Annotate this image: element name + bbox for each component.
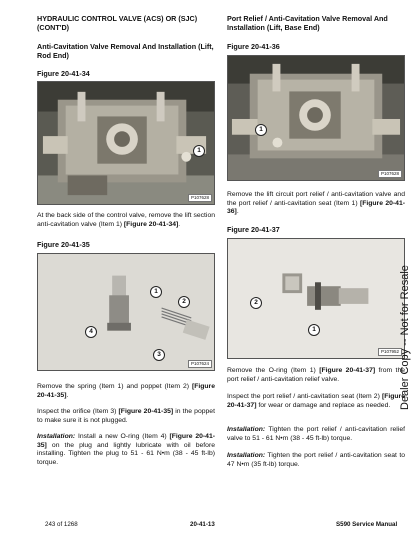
- right-paragraph-1: Remove the lift circuit port relief / anti-cavitation valve and the port relief / anti-cavitation seat (Item 1) [Figure 20-41-36].: [227, 191, 405, 216]
- right-paragraph-2: Remove the O-ring (Item 1) [Figure 20-41-37] from the port relief / anti-cavitation relief valve.: [227, 367, 405, 383]
- callout-1: 1: [193, 145, 205, 157]
- right-paragraph-5: Installation: Tighten the port relief / anti-cavitation seat to 47 N•m (35 ft-lb) torque.: [227, 452, 405, 468]
- photo-code: P107952: [378, 348, 402, 356]
- left-paragraph-2: Remove the spring (Item 1) and poppet (Item 2) [Figure 20-41-35].: [37, 383, 215, 399]
- figure-label-37: Figure 20-41-37: [227, 225, 280, 234]
- control-valve-image: [38, 82, 214, 204]
- callout-1: 1: [308, 324, 320, 336]
- callout-4: 4: [85, 326, 97, 338]
- right-paragraph-4: Installation: Tighten the port relief / anti-cavitation relief valve to 51 - 61 N•m (38 - 45 ft-lb) torque.: [227, 426, 405, 442]
- figure-20-41-34-photo: [37, 81, 215, 205]
- page-number: 243 of 1268: [45, 521, 78, 528]
- right-subheading: Port Relief / Anti-Cavitation Valve Removal And Installation (Lift, Base End): [227, 14, 388, 32]
- right-paragraph-3: Inspect the port relief / anti-cavitation seat (Item 2) [Figure 20-41-37] for wear or damage and replace as needed.: [227, 393, 405, 409]
- manual-title: S590 Service Manual: [336, 521, 398, 528]
- callout-2: 2: [178, 296, 190, 308]
- section-heading: HYDRAULIC CONTROL VALVE (ACS) OR (SJC) (CONT'D): [37, 14, 198, 32]
- figure-label-35: Figure 20-41-35: [37, 240, 90, 249]
- callout-3: 3: [153, 349, 165, 361]
- left-paragraph-4: Installation: Install a new O-ring (Item 4) [Figure 20-41-35] on the plug and lightly lubricate with oil before installing. Tighten the plug to 51 - 61 N•m (38 - 45 ft-lb) torque.: [37, 433, 215, 466]
- figure-20-41-36-photo: [227, 55, 405, 181]
- figure-20-41-35-photo: [37, 253, 215, 371]
- callout-1: 1: [150, 286, 162, 298]
- control-valve-image: [228, 56, 404, 180]
- callout-2: 2: [250, 297, 262, 309]
- dealer-copy-watermark: Dealer Copy -- Not for Resale: [399, 265, 411, 410]
- figure-20-41-37-photo: [227, 238, 405, 359]
- valve-parts-image: [38, 254, 214, 370]
- figure-label-34: Figure 20-41-34: [37, 69, 90, 78]
- left-paragraph-3: Inspect the orifice (Item 3) [Figure 20-41-35] in the poppet to make sure it is not plugged.: [37, 408, 215, 424]
- photo-code: P107628: [188, 194, 212, 202]
- left-subheading: Anti-Cavitation Valve Removal And Installation (Lift, Rod End): [37, 42, 214, 60]
- left-paragraph-1: At the back side of the control valve, remove the lift section anti-cavitation valve (Item 1) [Figure 20-41-34].: [37, 212, 215, 228]
- photo-code: P107624: [188, 360, 212, 368]
- callout-1: 1: [255, 124, 267, 136]
- photo-code: P107628: [378, 170, 402, 178]
- figure-label-36: Figure 20-41-36: [227, 42, 280, 51]
- section-number: 20-41-13: [190, 521, 215, 528]
